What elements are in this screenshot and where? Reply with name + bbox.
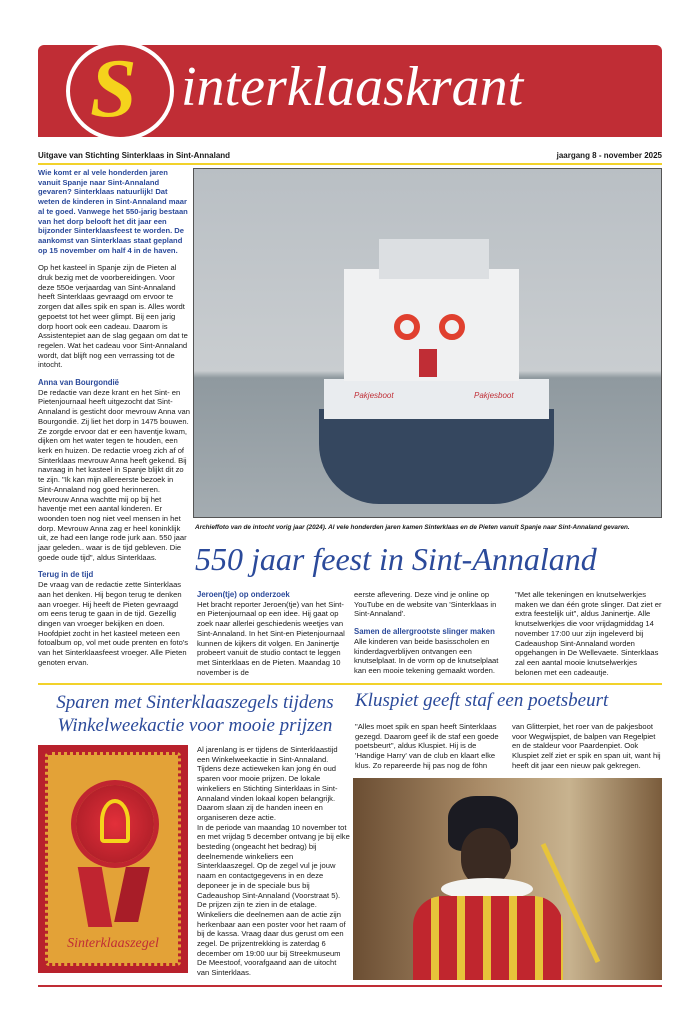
edition-line: jaargang 8 - november 2025	[556, 151, 662, 160]
intro-paragraph: De vraag van de redactie zette Sinterklaas aan het denken. Hij begon terug te denken aan vroeger. Hij heeft de Pieten gevraagd om eens terug te gaan in de tijd. Gezellig dingen van vroeger bekijken en doen. Hoofdpiet zocht in het kasteel meteen een fotoalbum op, vol met oude prenten en foto's van het Sinterklaasfeest vroeger. Alle Pieten genoten ervan.	[38, 580, 189, 667]
paragraph: Het bracht reporter Jeroen(tje) van het Sint- en Pietenjournaal op een idee. Hij gaat op zoek naar allerlei geschiedenis weetjes van Sint-Annaland. In het Sint-en Pietenjournaal kunnen de kijkers dit volgen. En Janinertje probeert vanuit de studio contact te leggen met Sinterklaas en de Pieten. Maandag 10 november is de	[197, 599, 345, 677]
feature-column-2	[354, 590, 510, 684]
lifebuoy	[439, 314, 465, 340]
feature-headline: 550 jaar feest in Sint-Annaland	[195, 541, 597, 577]
masthead-banner	[38, 42, 662, 137]
feature-column-3	[515, 590, 663, 685]
divider	[38, 163, 662, 165]
paragraph: In de periode van maandag 10 november tot en met vrijdag 5 december ontvang je bij elke besteding (ongeacht het bedrag) bij deelnemende winkeliers een Sinterklaaszegel. Op de zegel vul je jouw naam en contactgegevens in en deze deponeer je in de speciale bus bij Cadeaushop Sint-Annaland (Voorstraat 5). De prijzen zijn te zien in de etalage.	[197, 822, 350, 910]
subheading: Jeroen(tje) op onderzoek	[197, 590, 290, 599]
intro-paragraph: De redactie van deze krant en het Sint- en Pietenjournaal heeft uitgezocht dat Sint-Annaland is gesticht door mevrouw Anna van Bourgondië. Zij liet het dorp in 1475 bouwen. Ze zorgde ervoor dat er een haventje kwam, dijken om het water tegen te houden, een kerk en huizen. De redactie vroeg zich af of Sinterklaas mevrouw Anna heeft gekend. Bij navraag in het kasteel in Spanje blijkt dit zo te zijn. "Ik kan mijn allereerste bezoek in Sint-Annaland nog goed herinneren. Mevrouw Anna wachtte mij op bij het haventje met een aantal kinderen. Er woonden toen nog niet veel mensen in het dorp. Mevrouw Anna zag er heel koninklijk uit, ze had een lange rode jurk aan. 550 jaar jaar geleden.. waar is de tijd gebleven. Die goede oude tijd", aldus Sinterklaas.	[38, 387, 190, 562]
sinterklaas-figure	[419, 349, 437, 377]
mitre-icon	[100, 799, 130, 843]
boat-photo	[193, 168, 662, 518]
boat-bridge	[379, 239, 489, 279]
intro-article	[38, 168, 190, 675]
intro-lead: Wie komt er al vele honderden jaren vanuit Spanje naar Sint-Annaland gevaren? Sinterklaas natuurlijk! Dat weten de kinderen in Sint-Annaland maar al te goed. Vanwege het 550-jarig bestaan van het dorp belooft het dit jaar een bijzonder Sinterklaasfeest te worden. De aankomst van Sinterklaas staat gepland op 15 november om half 4 in de haven.	[38, 168, 188, 255]
boat-hull	[319, 409, 554, 504]
ribbon	[114, 867, 150, 922]
kluspiet-photo	[353, 778, 662, 980]
kluspiet-column-2: van Glitterpiet, het roer van de pakjesboot voor Wegwijspiet, de balpen van Regelpiet en de staldeur voor Paardenpiet. Ook Kluspiet zelf ziet er spik en span uit, want hij heeft dit jaar een nieuw pak gekregen.	[512, 722, 661, 770]
subheading: Samen de allergrootste slinger maken	[354, 627, 495, 637]
paragraph: "Met alle tekeningen en knutselwerkjes maken we dan één grote slinger. Dat ziet er extra feestelijk uit", aldus Janinertje. Alle knutselwerkjes die voor vrijdagmiddag 14 november 17:00 uur zijn ingeleverd bij Cadeaushop Sint-Annaland worden opgehangen in De Wellevaete. Sinterklaas zal een aantal mooie knutselwerkjes belonen met een cadeautje.	[515, 590, 662, 677]
paragraph: Al jarenlang is er tijdens de Sinterklaastijd een Winkelweekactie in Sint-Annaland. Tijdens deze actieweken kan jong én oud sparen voor mooie prijzen. De lokale winkeliers en Stichting Sinterklaas in Sint-Annaland vinden lokaal kopen belangrijk. Daarom slaan zij de handen ineen en organiseren deze actie.	[197, 745, 338, 822]
intro-paragraph: Op het kasteel in Spanje zijn de Pieten al druk bezig met de voorbereidingen. Voor deze 550e verjaardag van Sint-Annaland heeft Sinterklaas gevraagd om ervoor te zorgen dat alles spik en span is. Alles wordt gepoetst tot het weer glimpt. Bij een jarig dorp hoort ook een cadeau. Daarom is Assistentepiet aan de slag gegaan om dat te regelen. Wat het cadeau voor Sint-Annaland wordt, dat blijft nog een verrassing tot de intocht.	[38, 263, 188, 370]
lifebuoy	[394, 314, 420, 340]
paragraph: Winkeliers die deelnemen aan de actie zijn herkenbaar aan een poster voor het raam of bij de kassa. Vraag daar dus gerust om een zegel. De prijzentrekking is zaterdag 6 december om 19:00 uur bij Streekmuseum De Meestoof, voorafgaand aan de uitocht van Sinterklaas.	[197, 909, 346, 978]
zegels-article	[197, 745, 350, 978]
kluspiet-column-1: "Alles moet spik en span heeft Sinterklaas gezegd. Daarom geef ik de staf een goede poetsbeurt", aldus Kluspiet. Hij is de 'Handige Harry' van de club en klaart elke klus. Zo repareerde hij pas nog de föhn	[355, 722, 499, 770]
paragraph: Alle kinderen van beide basisscholen en kinderdagverblijven ontvangen een knutselplaat. In de vorm op de knutselplaat kan een mooie tekening gemaakt worden.	[354, 636, 499, 675]
subheading: Anna van Bourgondië	[38, 378, 120, 388]
piet-costume	[413, 896, 563, 980]
subheading: Terug in de tijd	[38, 570, 94, 580]
kluspiet-headline: Kluspiet geeft staf een poetsbeurt	[355, 690, 609, 711]
masthead-initial: S	[90, 42, 137, 135]
feature-column-1	[197, 590, 350, 685]
divider	[38, 985, 662, 987]
wax-seal-icon	[76, 785, 154, 863]
masthead-title: interklaaskrant	[181, 56, 524, 118]
ribbon	[78, 867, 113, 927]
boat-deck	[324, 379, 549, 419]
boat-name: Pakjesboot	[354, 391, 394, 400]
sinterklaaszegel-stamp	[38, 745, 188, 973]
boat-name: Pakjesboot	[474, 391, 514, 400]
publisher-line: Uitgave van Stichting Sinterklaas in Sint-Annaland	[38, 151, 231, 160]
zegels-headline: Sparen met Sinterklaaszegels tijdens Winkelweekactie voor mooie prijzen	[56, 692, 334, 736]
photo-caption: Archieffoto van de intocht vorig jaar (2024). Al vele honderden jaren kamen Sinterklaas en de Pieten vanuit Spanje naar Sint-Annaland gevaren.	[195, 524, 630, 531]
divider	[38, 683, 662, 685]
stamp-label: Sinterklaaszegel	[67, 936, 159, 951]
paragraph: eerste aflevering. Deze vind je online op YouTube en de website van 'Sinterklaas in Sint-Annaland'.	[354, 590, 497, 619]
